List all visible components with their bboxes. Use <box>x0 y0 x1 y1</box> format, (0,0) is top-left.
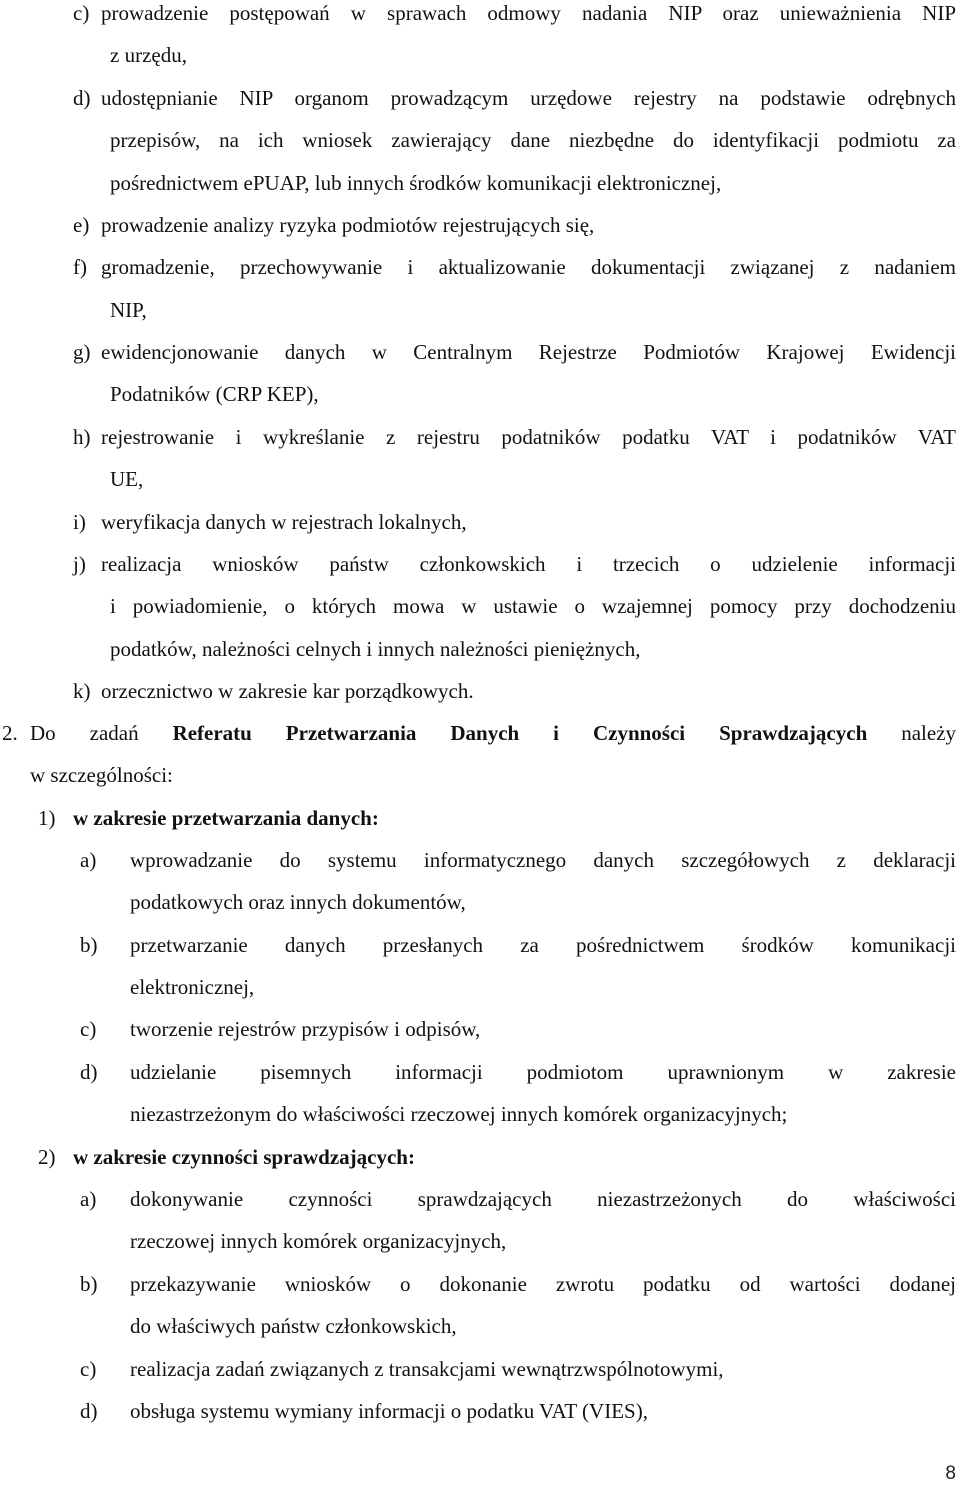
sub1-item-d-line1: udzielanie pisemnych informacji podmiotom uprawnionym w zakresie <box>130 1060 956 1084</box>
item-marker: i) <box>73 510 86 534</box>
subsection-number: 2) <box>38 1145 56 1169</box>
item-marker: c) <box>73 1 90 25</box>
item-e-line1: prowadzenie analizy ryzyka podmiotów rejestrujących się, <box>101 213 595 237</box>
section-2-unit-name: Referatu Przetwarzania Danych i Czynności Sprawdzających <box>172 721 868 745</box>
item-marker: f) <box>73 255 87 279</box>
subsection-1-title: w zakresie przetwarzania danych: <box>73 806 379 830</box>
sub1-item-a-line2: podatkowych oraz innych dokumentów, <box>130 890 466 914</box>
item-f-line2: NIP, <box>110 298 147 322</box>
item-i-line1: weryfikacja danych w rejestrach lokalnych, <box>101 510 467 534</box>
sub2-item-b-line1: przekazywanie wniosków o dokonanie zwrotu podatku od wartości dodanej <box>130 1272 956 1296</box>
item-h-line2: UE, <box>110 467 144 491</box>
section-2-intro <box>30 720 956 746</box>
item-marker: b) <box>80 1272 98 1296</box>
item-j-line3: podatków, należności celnych i innych należności pieniężnych, <box>110 637 641 661</box>
item-g-line1: ewidencjonowanie danych w Centralnym Rejestrze Podmiotów Krajowej Ewidencji <box>101 340 956 364</box>
sub1-item-a-line1: wprowadzanie do systemu informatycznego danych szczegółowych z deklaracji <box>130 848 956 872</box>
item-c-line1: prowadzenie postępowań w sprawach odmowy nadania NIP oraz unieważnienia NIP <box>101 1 956 25</box>
item-d-line3: pośrednictwem ePUAP, lub innych środków komunikacji elektronicznej, <box>110 171 722 195</box>
section-2-pre: Do zadań <box>30 721 139 745</box>
sub2-item-a-line2: rzeczowej innych komórek organizacyjnych, <box>130 1229 507 1253</box>
item-marker: j) <box>73 552 86 576</box>
item-d-line1: udostępnianie NIP organom prowadzącym urzędowe rejestry na podstawie odrębnych <box>101 86 956 110</box>
sub1-item-c-line1: tworzenie rejestrów przypisów i odpisów, <box>130 1017 481 1041</box>
item-k-line1: orzecznictwo w zakresie kar porządkowych. <box>101 679 474 703</box>
sub2-item-c-line1: realizacja zadań związanych z transakcjami wewnątrzwspólnotowymi, <box>130 1357 724 1381</box>
item-g-line2: Podatników (CRP KEP), <box>110 382 319 406</box>
item-marker: d) <box>73 86 91 110</box>
subsection-number: 1) <box>38 806 56 830</box>
section-2-post: należy <box>901 721 957 745</box>
sub1-item-d-line2: niezastrzeżonym do właściwości rzeczowej innych komórek organizacyjnych; <box>130 1102 788 1126</box>
item-marker: a) <box>80 848 97 872</box>
item-marker: d) <box>80 1399 98 1423</box>
item-marker: b) <box>80 933 98 957</box>
item-j-line2: i powiadomienie, o których mowa w ustawie o wzajemnej pomocy przy dochodzeniu <box>110 594 956 618</box>
item-marker: e) <box>73 213 90 237</box>
item-marker: k) <box>73 679 91 703</box>
page-number: 8 <box>945 1463 956 1484</box>
sub2-item-b-line2: do właściwych państw członkowskich, <box>130 1314 457 1338</box>
sub1-item-b-line2: elektronicznej, <box>130 975 255 999</box>
item-marker: d) <box>80 1060 98 1084</box>
item-marker: h) <box>73 425 91 449</box>
item-c-line2: z urzędu, <box>110 43 187 67</box>
sub2-item-a-line1: dokonywanie czynności sprawdzających niezastrzeżonych do właściwości <box>130 1187 956 1211</box>
item-marker: a) <box>80 1187 97 1211</box>
section-2-intro-line2: w szczególności: <box>30 763 173 787</box>
item-marker: c) <box>80 1017 97 1041</box>
subsection-2-title: w zakresie czynności sprawdzających: <box>73 1145 415 1169</box>
item-j-line1: realizacja wniosków państw członkowskich i trzecich o udzielenie informacji <box>101 552 956 576</box>
item-f-line1: gromadzenie, przechowywanie i aktualizowanie dokumentacji związanej z nadaniem <box>101 255 956 279</box>
sub2-item-d-line1: obsługa systemu wymiany informacji o podatku VAT (VIES), <box>130 1399 648 1423</box>
item-marker: g) <box>73 340 91 364</box>
sub1-item-b-line1: przetwarzanie danych przesłanych za pośrednictwem środków komunikacji <box>130 933 956 957</box>
section-number: 2. <box>2 721 18 745</box>
item-h-line1: rejestrowanie i wykreślanie z rejestru podatników podatku VAT i podatników VAT <box>101 425 956 449</box>
item-d-line2: przepisów, na ich wniosek zawierający dane niezbędne do identyfikacji podmiotu za <box>110 128 956 152</box>
item-marker: c) <box>80 1357 97 1381</box>
